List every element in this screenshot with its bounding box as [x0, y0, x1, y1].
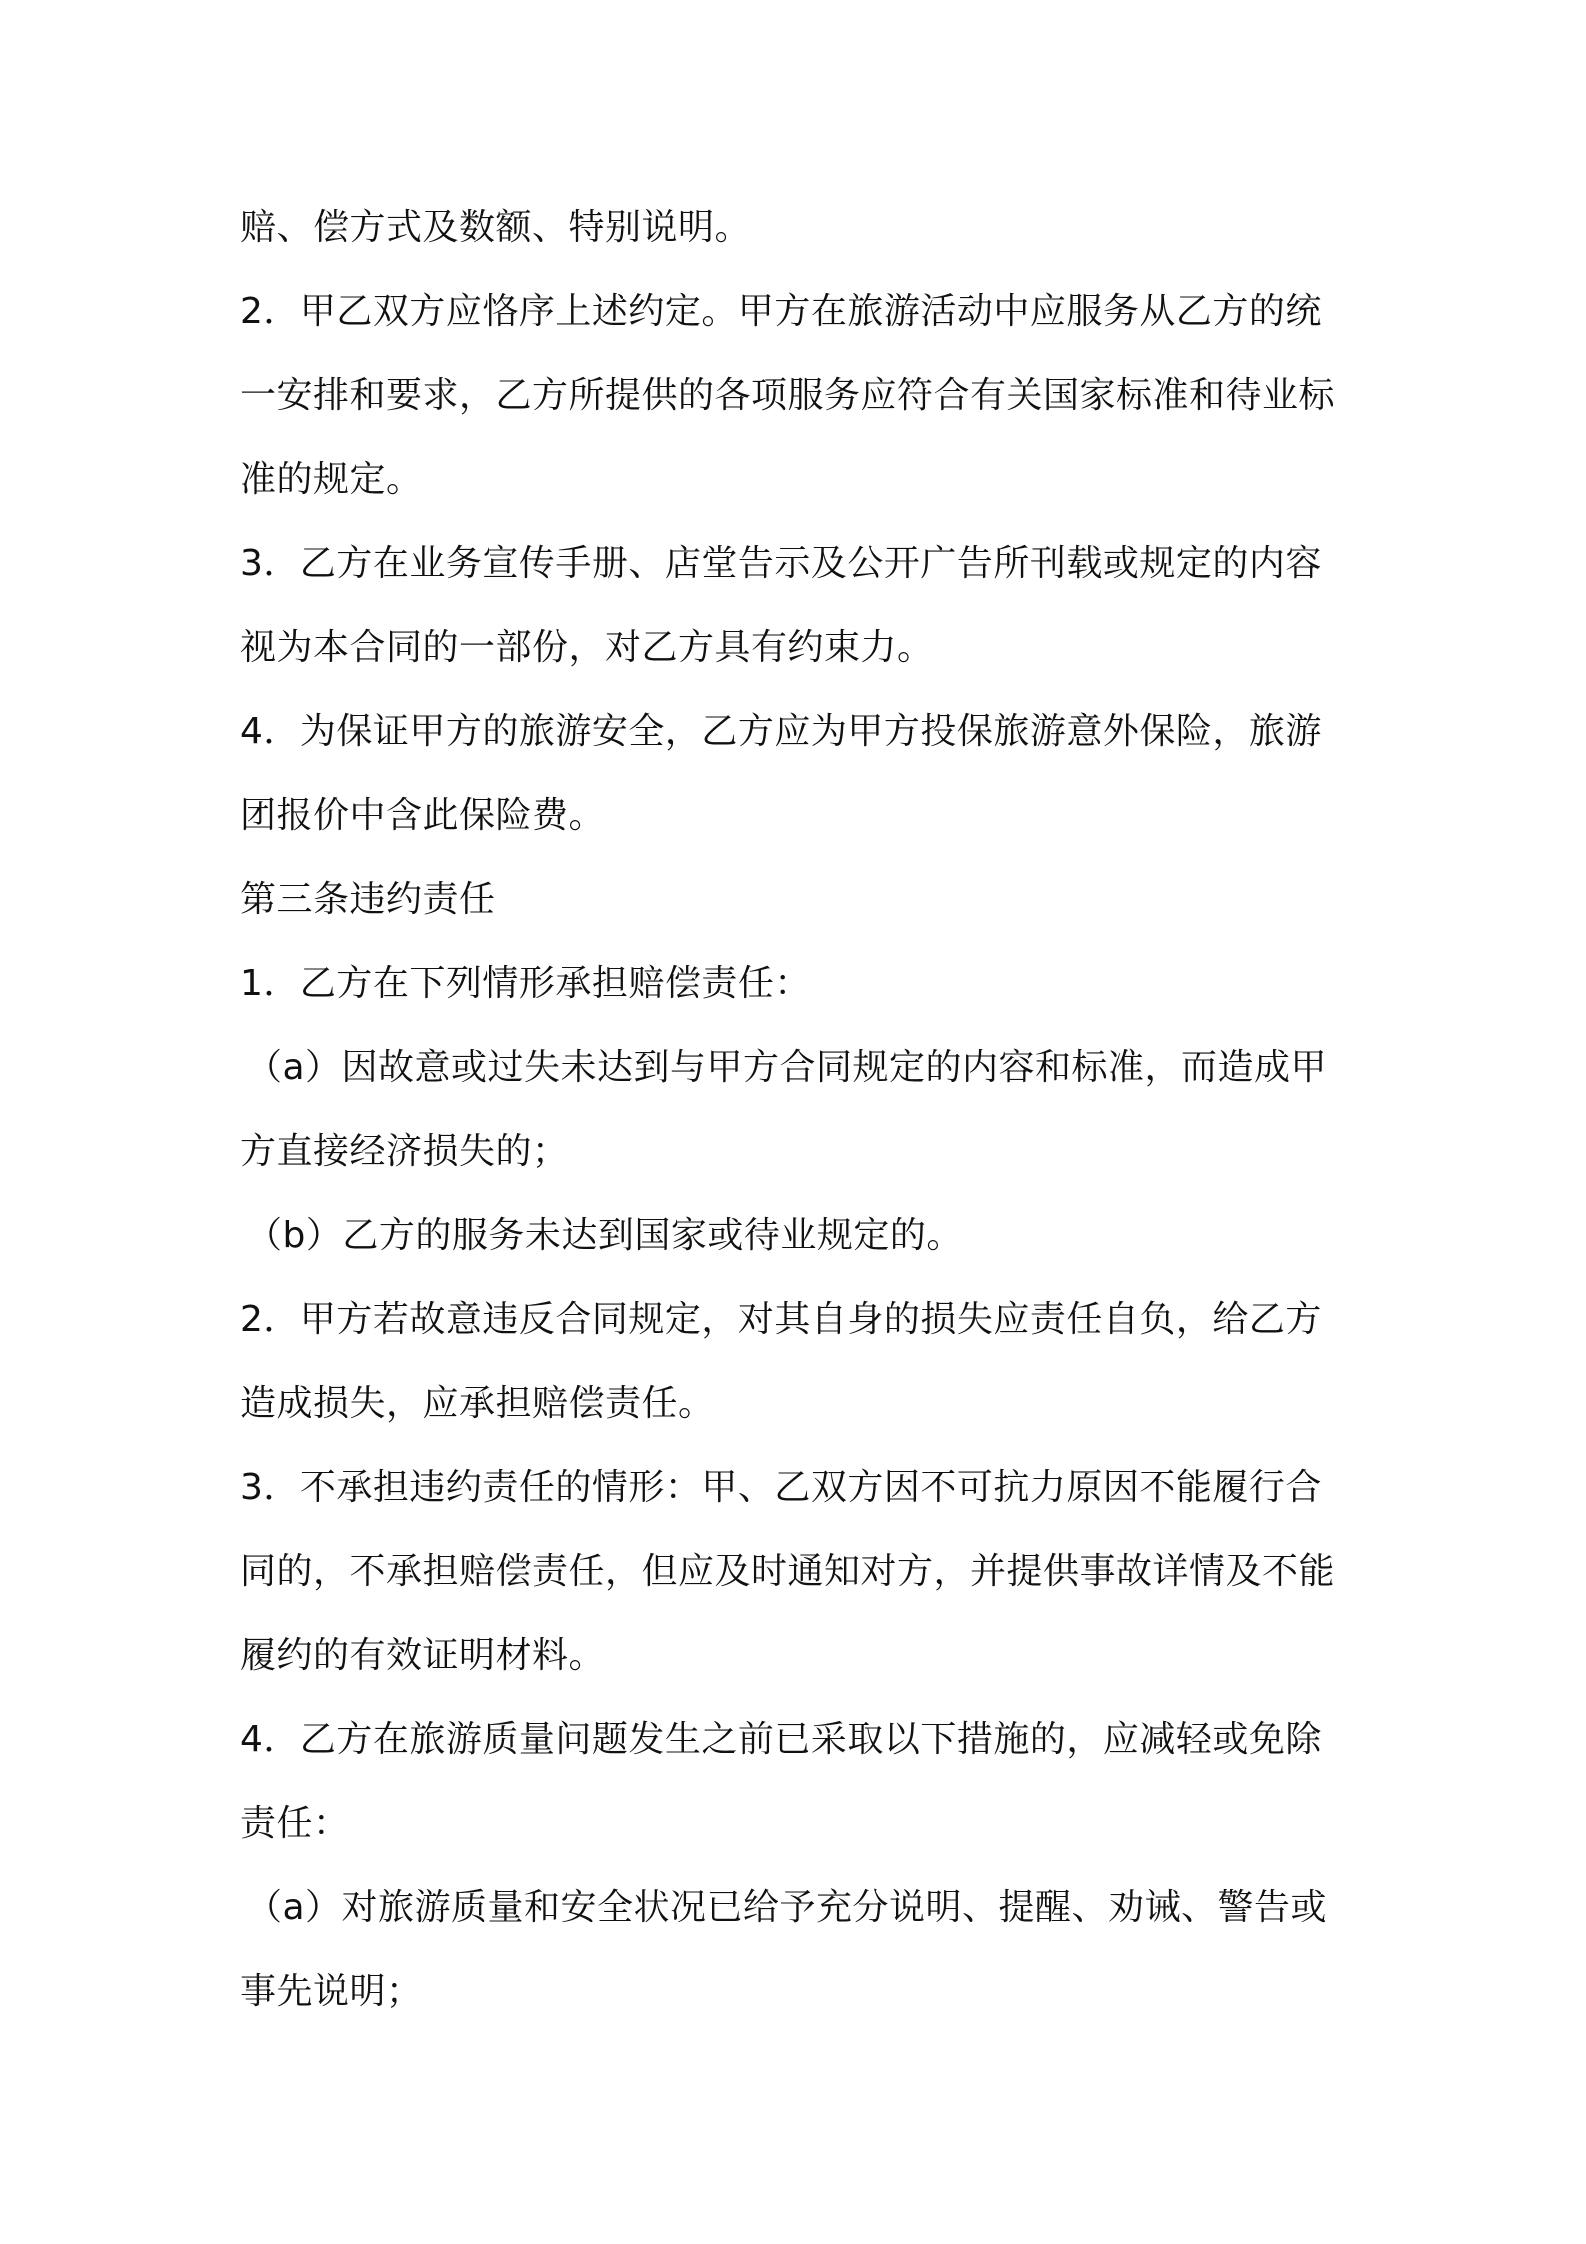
text-line: 4．为保证甲方的旅游安全，乙方应为甲方投保旅游意外保险，旅游: [240, 711, 1322, 752]
text-line: （b）乙方的服务未达到国家或待业规定的。: [246, 1215, 963, 1256]
text-line: （a）因故意或过失未达到与甲方合同规定的内容和标准，而造成甲: [246, 1047, 1328, 1088]
text-line: 造成损失，应承担赔偿责任。: [240, 1383, 715, 1424]
text-line: 赔、偿方式及数额、特别说明。: [240, 207, 752, 248]
text-line: 3．不承担违约责任的情形：甲、乙双方因不可抗力原因不能履行合: [240, 1467, 1322, 1508]
text-line: 2．甲乙双方应恪序上述约定。甲方在旅游活动中应服务从乙方的统: [240, 291, 1322, 332]
text-line: 视为本合同的一部份，对乙方具有约束力。: [240, 627, 934, 668]
text-line: 同的，不承担赔偿责任，但应及时通知对方，并提供事故详情及不能: [240, 1551, 1336, 1592]
text-line: 准的规定。: [240, 459, 423, 500]
section-heading: 第三条违约责任: [240, 879, 496, 920]
text-line: 责任：: [240, 1803, 350, 1844]
text-line: 4．乙方在旅游质量问题发生之前已采取以下措施的，应减轻或免除: [240, 1719, 1322, 1760]
text-line: 履约的有效证明材料。: [240, 1635, 606, 1676]
text-line: 团报价中含此保险费。: [240, 795, 606, 836]
text-line: （a）对旅游质量和安全状况已给予充分说明、提醒、劝诫、警告或: [246, 1887, 1328, 1928]
text-line: 2．甲方若故意违反合同规定，对其自身的损失应责任自负，给乙方: [240, 1299, 1322, 1340]
text-line: 方直接经济损失的；: [240, 1131, 569, 1172]
text-line: 事先说明；: [240, 1971, 423, 2012]
text-line: 1．乙方在下列情形承担赔偿责任：: [240, 963, 811, 1004]
text-line: 一安排和要求，乙方所提供的各项服务应符合有关国家标准和待业标: [240, 375, 1336, 416]
text-line: 3．乙方在业务宣传手册、店堂告示及公开广告所刊载或规定的内容: [240, 543, 1322, 584]
